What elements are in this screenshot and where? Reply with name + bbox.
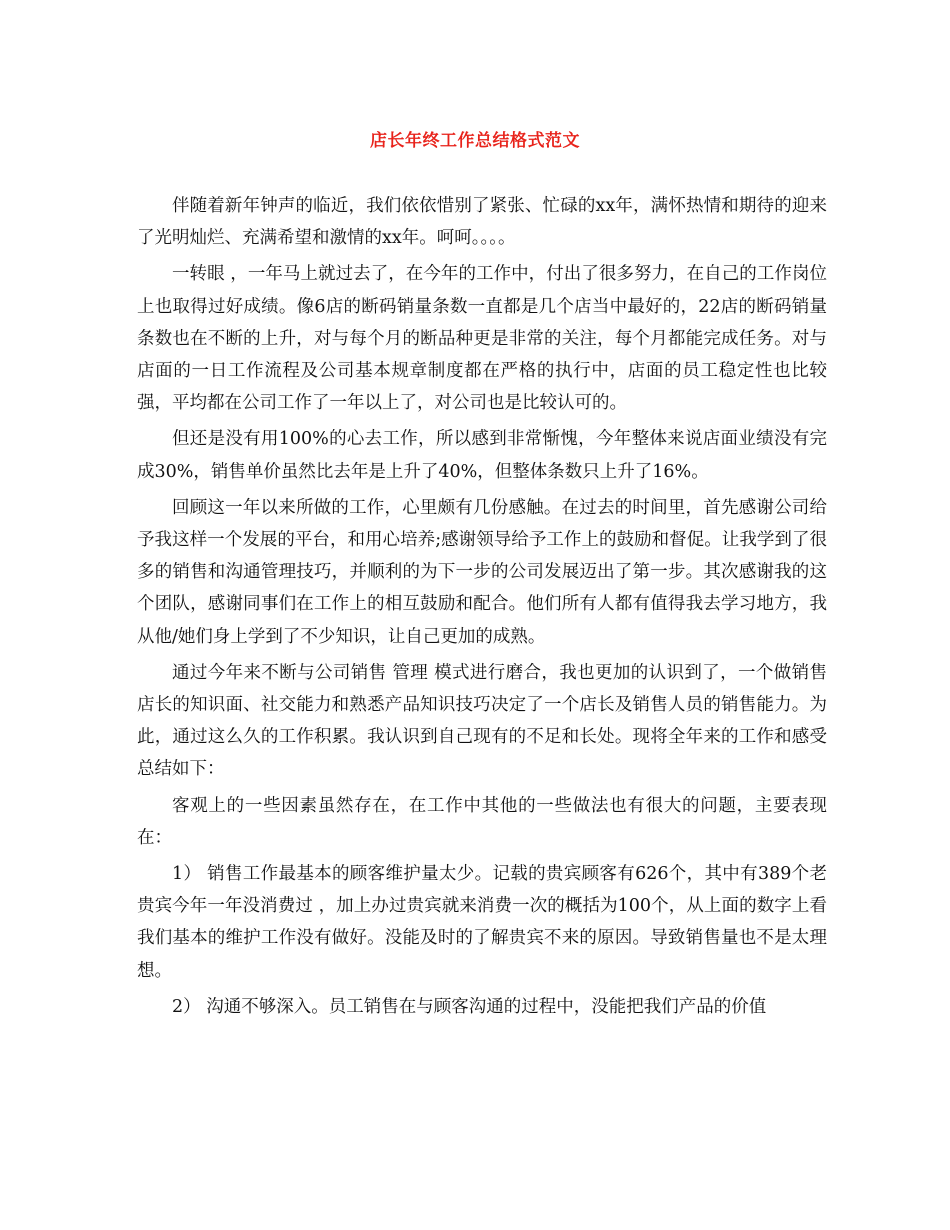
document-title: 店长年终工作总结格式范文 (370, 131, 580, 151)
paragraph-8: 2） 沟通不够深入。员工销售在与顾客沟通的过程中，没能把我们产品的价值 (172, 996, 767, 1017)
paragraph-2: 一转眼 ，一年马上就过去了，在今年的工作中，付出了很多努力，在自己的工作岗位上也取得过好成绩。像6店的断码销量条数一直都是几个店当中最好的，22店的断码销量条数也在不断的上升，对与每个月的断品种更是非常的关注，每个月都能完成任务。对与店面的一日工作流程及公司基本规章制度都在严格的执行中，店面的员工稳定性也比较强，平均都在公司工作了一年以上了，对公司也是比较认可的。 (137, 264, 827, 414)
paragraph-3: 但还是没有用100%的心去工作，所以感到非常惭愧，今年整体来说店面业绩没有完成30%，销售单价虽然比去年是上升了40%，但整体条数只上升了16%。 (137, 429, 827, 482)
paragraph-7: 1） 销售工作最基本的顾客维护量太少。记载的贵宾顾客有626个，其中有389个老贵宾今年一年没消费过 ，加上办过贵宾就来消费一次的概括为100个，从上面的数字上看我们基本的维护工作没有做好。没能及时的了解贵宾不来的原因。导致销售量也不是太理想。 (137, 864, 827, 981)
paragraph-6: 客观上的一些因素虽然存在，在工作中其他的一些做法也有很大的问题，主要表现在： (137, 795, 827, 848)
paragraph-4: 回顾这一年以来所做的工作，心里颇有几份感触。在过去的时间里，首先感谢公司给予我这样一个发展的平台，和用心培养;感谢领导给予工作上的鼓励和督促。让我学到了很多的销售和沟通管理技巧，并顺利的为下一步的公司发展迈出了第一步。其次感谢我的这个团队，感谢同事们在工作上的相互鼓励和配合。他们所有人都有值得我去学习地方，我从他/她们身上学到了不少知识，让自己更加的成熟。 (137, 497, 827, 647)
paragraph-5: 通过今年来不断与公司销售 管理 模式进行磨合，我也更加的认识到了，一个做销售店长的知识面、社交能力和熟悉产品知识技巧决定了一个店长及销售人员的销售能力。为此，通过这么久的工作积累。我认识到自己现有的不足和长处。现将全年来的工作和感受总结如下： (137, 662, 827, 780)
document-body (137, 190, 827, 1027)
paragraph-1: 伴随着新年钟声的临近，我们依依惜别了紧张、忙碌的xx年，满怀热情和期待的迎来了光明灿烂、充满希望和激情的xx年。呵呵。。。。 (137, 196, 827, 249)
